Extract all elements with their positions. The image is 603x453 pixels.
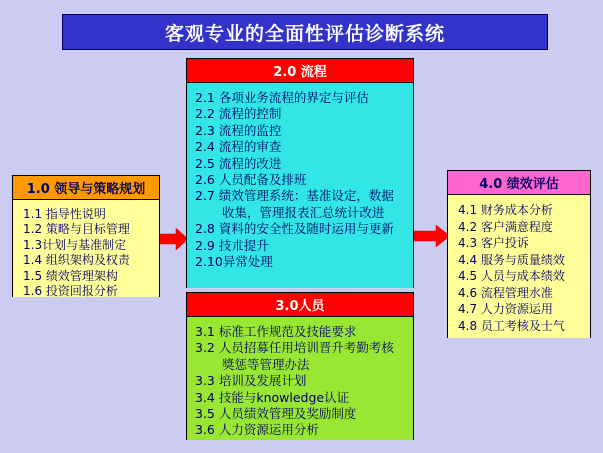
box-flow-header: 2.0 流程 [187, 59, 413, 83]
list-item: 3.1 标准工作规范及技能要求 [195, 324, 357, 339]
list-item: 4.3 客户投诉 [458, 236, 529, 250]
list-item: 2.3 流程的监控 [195, 122, 282, 138]
list-item: 3.4 技能与knowledge认证 [195, 389, 350, 405]
list-item: 4.1 财务成本分析 [458, 203, 553, 217]
list-item: 2.10异常处理 [195, 254, 273, 270]
box-performance [447, 170, 591, 338]
box-leadership-body [13, 200, 159, 297]
page-title-text: 客观专业的全面性评估诊断系统 [164, 22, 445, 45]
list-item: 4.2 客户满意程度 [458, 219, 553, 234]
list-item: 1.6 投资回报分析 [23, 284, 118, 299]
page-title [62, 14, 548, 50]
box-leadership [12, 175, 160, 297]
list-item: 3.3 培训及发展计划 [195, 373, 307, 389]
box-people [186, 292, 414, 440]
list-item: 2.1 各项业务流程的界定与评估 [195, 90, 369, 105]
list-item: 2.8 資料的安全性及随时运用与更新 [195, 221, 394, 237]
list-item: 2.6 人员配备及排班 [195, 172, 307, 188]
list-item: 2.4 流程的审查 [195, 139, 282, 155]
list-item-continuation: 收集，管理报表汇总统计改进 [222, 204, 385, 220]
arrow-flow-to-performance [414, 225, 450, 247]
list-item: 4.4 服务与质量绩效 [458, 252, 565, 267]
arrow-leadership-to-flow [160, 228, 188, 250]
list-item: 2.7 绩效管理系统：基准设定，数据 [195, 188, 394, 204]
box-people-header: 3.0人员 [187, 293, 413, 317]
list-item: 2.9 技朮提升 [195, 237, 269, 253]
list-item: 2.5 流程的改进 [195, 155, 282, 171]
list-item: 4.6 流程管理水准 [458, 285, 553, 300]
list-item: 1.3计划与基准制定 [23, 237, 127, 252]
list-item-continuation: 獎惩等管理办法 [222, 356, 310, 372]
list-item: 2.2 流程的控制 [195, 106, 282, 122]
list-item: 1.5 绩效管理架构 [23, 268, 118, 283]
box-flow-body [187, 83, 413, 288]
list-item: 4.8 员工考核及士气 [458, 318, 565, 333]
box-people-body [187, 317, 413, 440]
box-performance-body [448, 195, 590, 338]
list-item: 4.7 人力资源运用 [458, 302, 553, 316]
list-item: 3.2 人员招募任用培训晋升考勤考核 [195, 340, 394, 356]
list-item: 1.4 组织架构及权责 [23, 253, 130, 268]
list-item: 4.5 人员与成本绩效 [458, 269, 565, 283]
box-performance-header: 4.0 绩效评估 [448, 171, 590, 195]
list-item: 1.2 策略与目标管理 [23, 222, 130, 237]
box-flow [186, 58, 414, 288]
list-item: 3.5 人员绩效管理及奖励制度 [195, 406, 357, 422]
box-leadership-header: 1.0 领导与策略规划 [13, 176, 159, 200]
list-item: 3.6 人力资源运用分析 [195, 422, 319, 438]
list-item: 1.1 指导性说明 [23, 207, 106, 221]
